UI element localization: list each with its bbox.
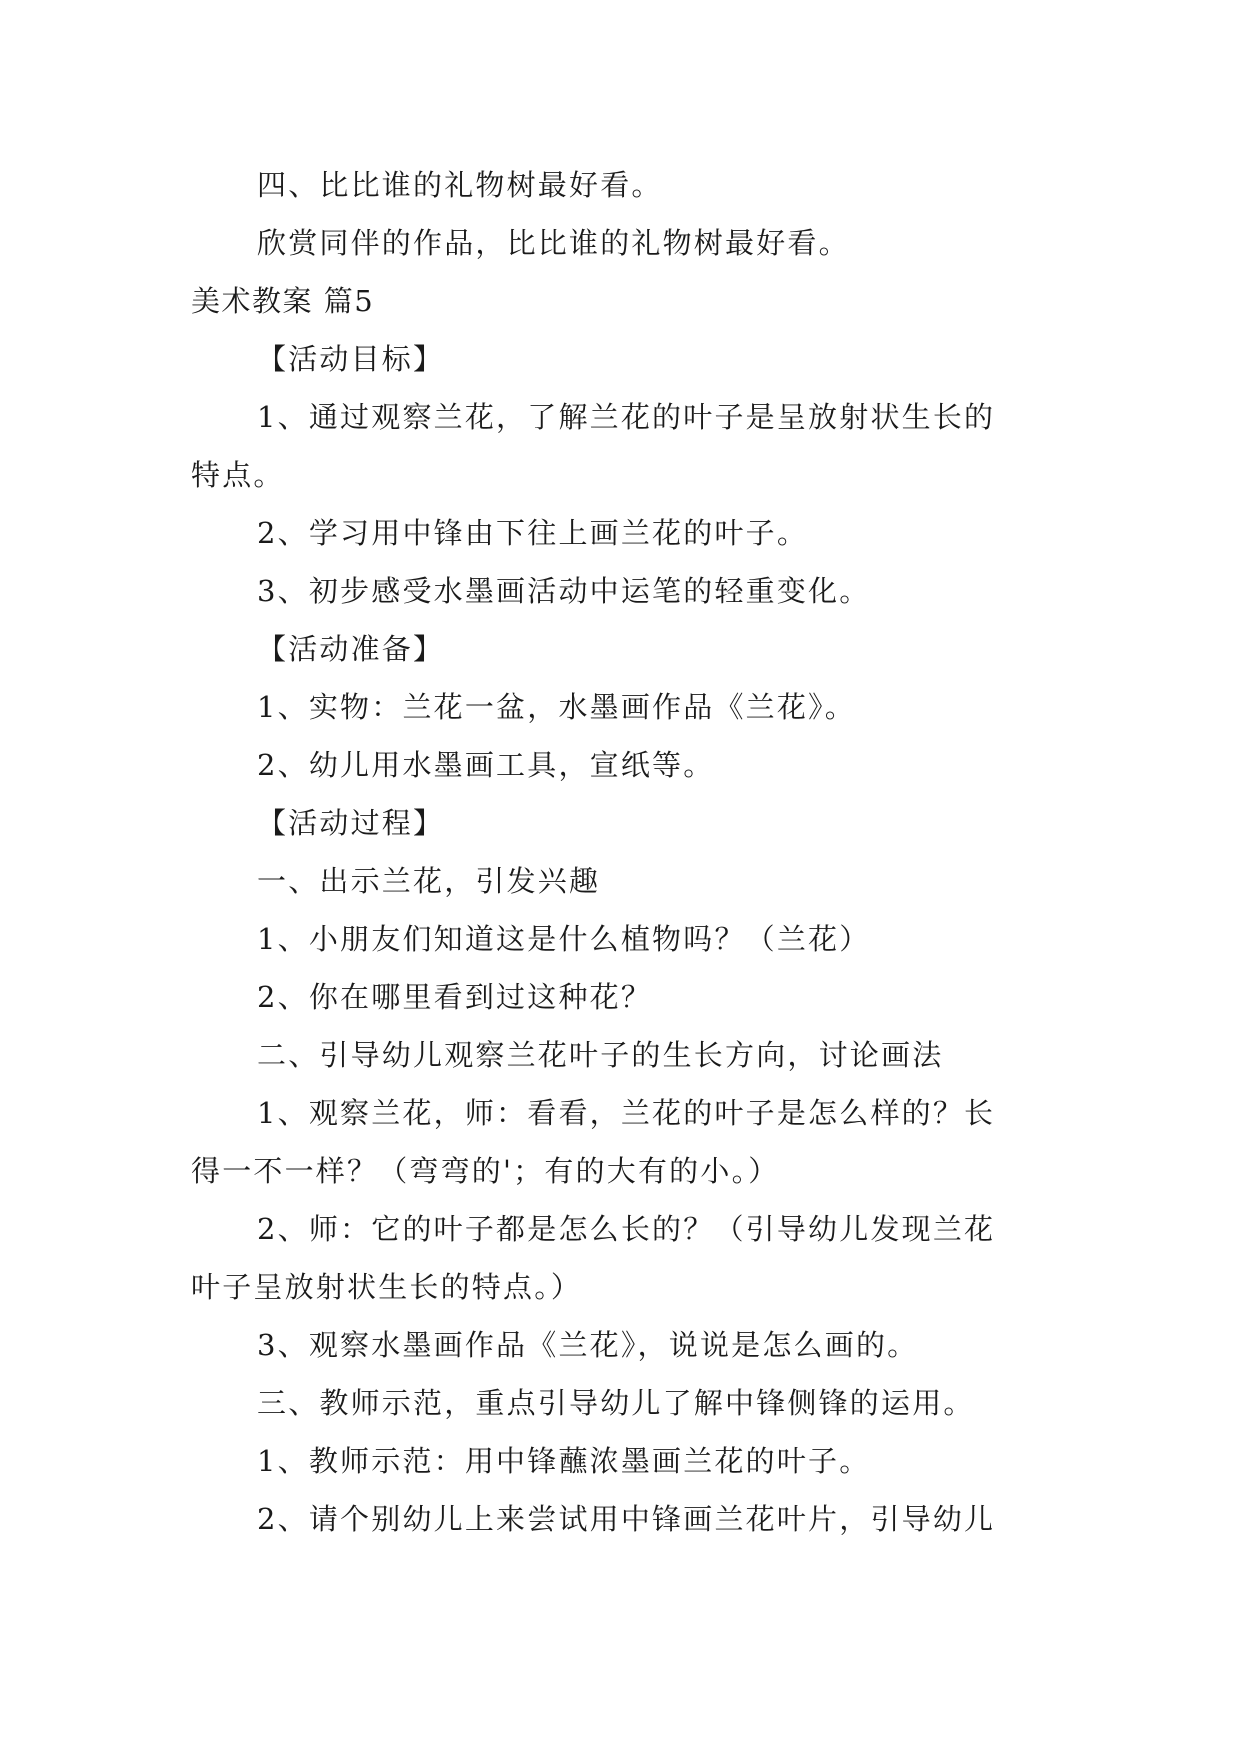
text-line: 3、观察水墨画作品《兰花》，说说是怎么画的。: [257, 1328, 919, 1362]
text-line: 二、引导幼儿观察兰花叶子的生长方向，讨论画法: [257, 1038, 944, 1072]
text-line: 1、实物：兰花一盆，水墨画作品《兰花》。: [257, 690, 856, 724]
text-line: 2、师：它的叶子都是怎么长的？（引导幼儿发现兰花: [257, 1212, 996, 1246]
text-line: 得一不一样？（弯弯的'；有的大有的小。）: [191, 1154, 780, 1188]
text-line: 特点。: [191, 458, 285, 492]
text-line: 2、幼儿用水墨画工具，宣纸等。: [257, 748, 715, 782]
text-line: 1、通过观察兰花，了解兰花的叶子是呈放射状生长的: [257, 400, 996, 434]
text-line: 叶子呈放射状生长的特点。）: [191, 1270, 583, 1304]
text-line: 2、学习用中锋由下往上画兰花的叶子。: [257, 516, 809, 550]
text-line: 2、请个别幼儿上来尝试用中锋画兰花叶片，引导幼儿: [257, 1502, 996, 1536]
subsection-heading: 【活动目标】: [257, 342, 445, 376]
section-heading: 美术教案 篇5: [191, 284, 375, 318]
text-line: 2、你在哪里看到过这种花？: [257, 980, 653, 1014]
text-line: 1、小朋友们知道这是什么植物吗？（兰花）: [257, 922, 871, 956]
subsection-heading: 【活动准备】: [257, 632, 445, 666]
text-line: 欣赏同伴的作品，比比谁的礼物树最好看。: [257, 226, 850, 260]
text-line: 三、教师示范，重点引导幼儿了解中锋侧锋的运用。: [257, 1386, 975, 1420]
text-line: 1、观察兰花，师：看看，兰花的叶子是怎么样的？长: [257, 1096, 996, 1130]
text-line: 3、初步感受水墨画活动中运笔的轻重变化。: [257, 574, 871, 608]
text-line: 一、出示兰花，引发兴趣: [257, 864, 601, 898]
subsection-heading: 【活动过程】: [257, 806, 445, 840]
text-line: 四、比比谁的礼物树最好看。: [257, 168, 663, 202]
text-line: 1、教师示范：用中锋蘸浓墨画兰花的叶子。: [257, 1444, 871, 1478]
